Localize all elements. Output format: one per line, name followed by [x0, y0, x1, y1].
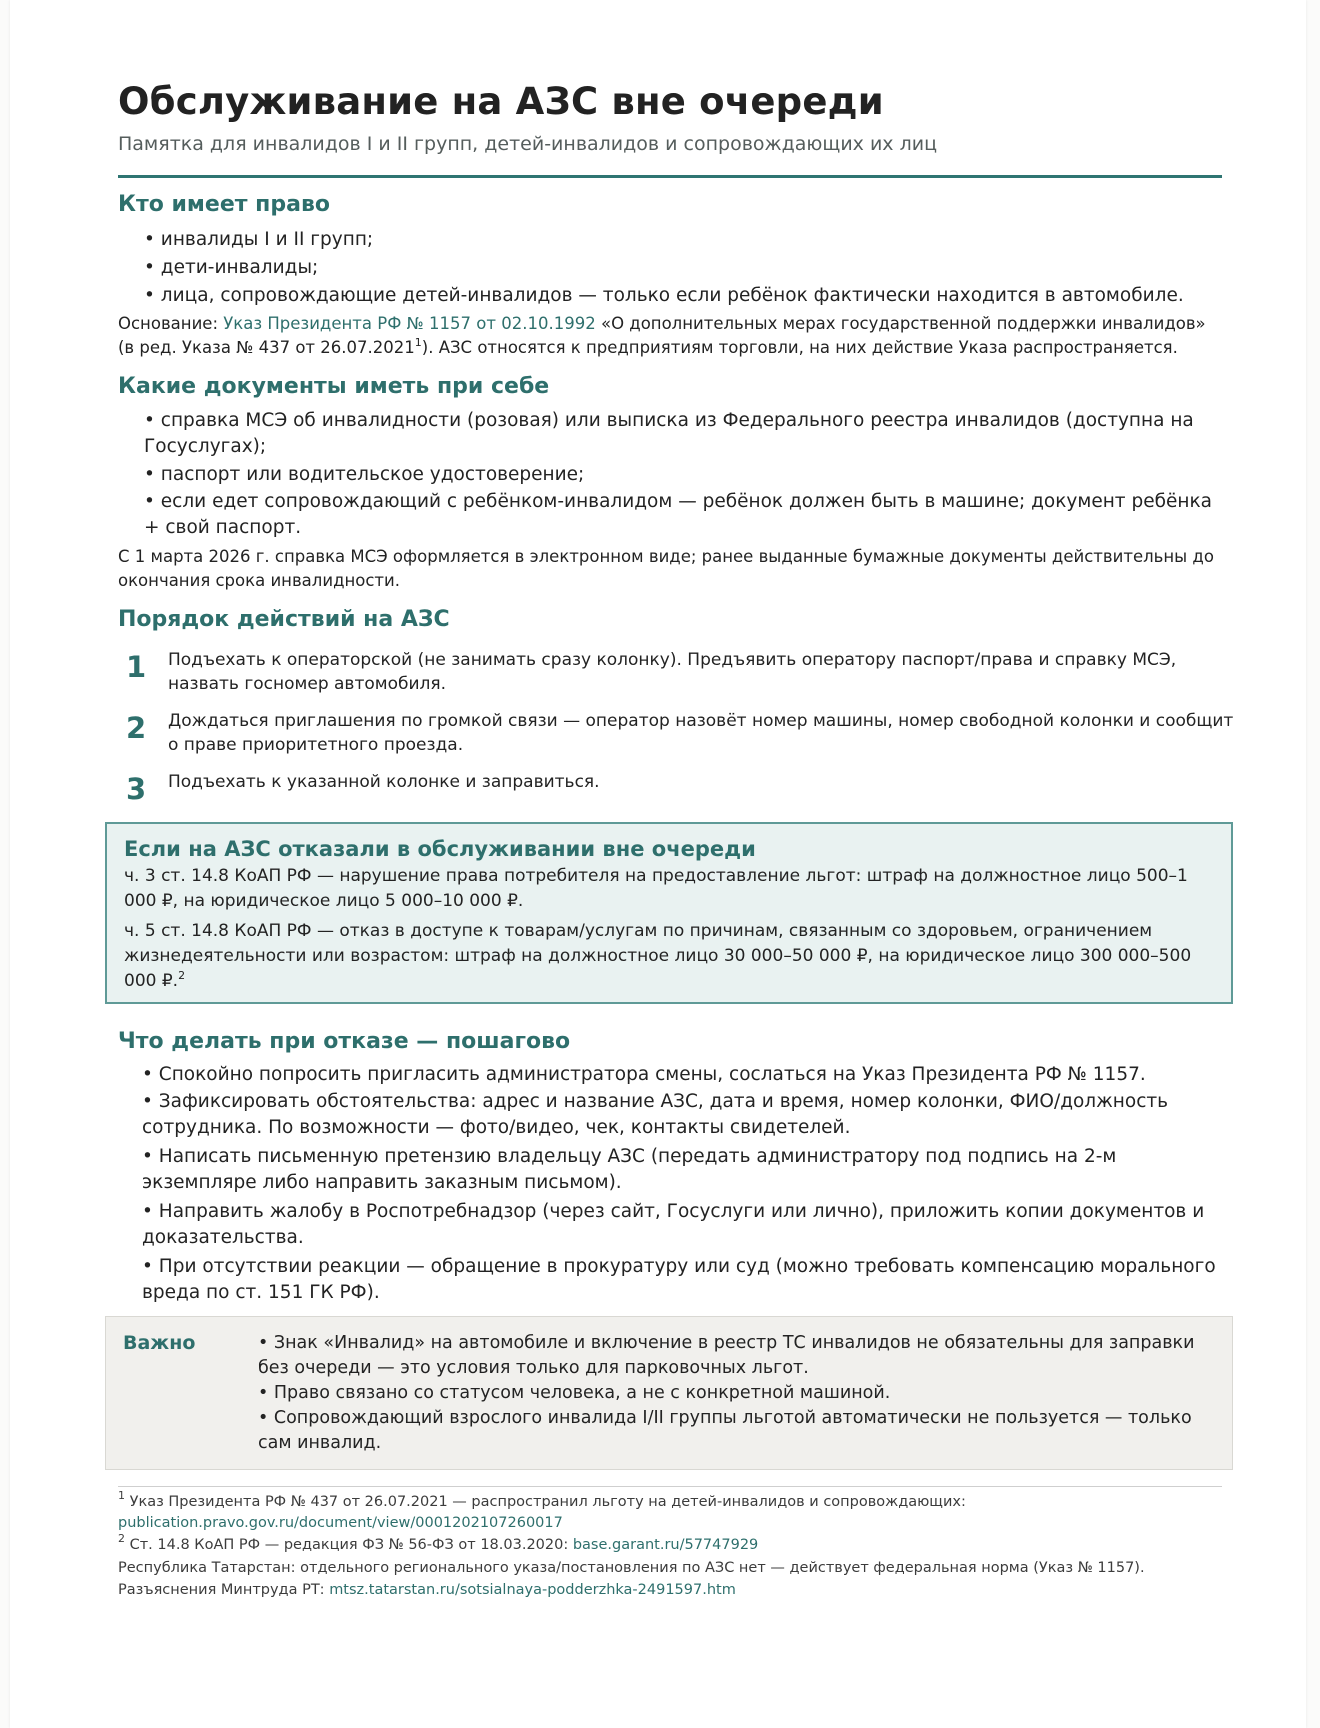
- list-item-text: • справка МСЭ об инвалидности (розовая) или выписка из Федерального реестра инвалидов (доступна на Госуслугах);: [144, 410, 1194, 457]
- footnote-2: [118, 1532, 1228, 1556]
- footnote-link[interactable]: mtsz.tatarstan.ru/sotsialnaya-podderzhka-2491597.htm: [329, 1582, 736, 1598]
- list-item: • инвалиды I и II групп;: [144, 229, 374, 250]
- list-item: [142, 1144, 1222, 1196]
- important-heading: Важно: [123, 1332, 196, 1354]
- footnote-4: [118, 1580, 1228, 1601]
- list-item: [142, 1089, 1222, 1141]
- list-item: • паспорт или водительское удостоверение;: [144, 464, 585, 485]
- footnote-link[interactable]: publication.pravo.gov.ru/document/view/0001202107260017: [118, 1515, 563, 1531]
- basis-line-1: [118, 312, 1228, 336]
- list-item: • Спокойно попросить пригласить администратора смены, сослаться на Указ Президента РФ № 1157.: [142, 1064, 1146, 1085]
- footnote-text: Ст. 14.8 КоАП РФ — редакция ФЗ № 56-ФЗ от 18.03.2020:: [129, 1537, 569, 1553]
- refusal-fines-box: [105, 822, 1233, 1004]
- list-item-text: • если едет сопровождающий с ребёнком-инвалидом — ребёнок должен быть в машине; документ ребёнка + свой паспорт.: [144, 491, 1212, 538]
- important-item: • Знак «Инвалид» на автомобиле и включение в реестр ТС инвалидов не обязательны для заправки без очереди — это условия только для парковочных льгот.: [258, 1333, 1195, 1378]
- list-item: [142, 1254, 1222, 1306]
- footnote-1: [118, 1489, 1228, 1513]
- list-item-text: • При отсутствии реакции — обращение в прокуратуру или суд (можно требовать компенсацию морального вреда по ст. 151 ГК РФ).: [142, 1256, 1216, 1303]
- footnote-marker: 1: [118, 1489, 125, 1502]
- mse-note-line-1: С 1 марта 2026 г. справка МСЭ оформляется в электронном виде; ранее выданные бумажные документы действительны до: [118, 547, 1214, 566]
- section-heading-who: Кто имеет право: [118, 192, 330, 217]
- important-box: [105, 1316, 1233, 1470]
- basis-label: Основание:: [118, 314, 218, 333]
- basis-text: ). АЗС относятся к предприятиям торговли, на них действие Указа распространяется.: [421, 338, 1178, 357]
- list-item-text: • Зафиксировать обстоятельства: адрес и название АЗС, дата и время, номер колонки, ФИО/должность сотрудника. По возможности — фото/видео, чек, контакты свидетелей.: [142, 1091, 1169, 1138]
- basis-rest: «О дополнительных мерах государственной поддержки инвалидов»: [600, 314, 1206, 333]
- step-text: Подъехать к операторской (не занимать сразу колонку). Предъявить оператору паспорт/права и справку МСЭ, назвать госномер автомобиля.: [168, 650, 1177, 694]
- section-heading-documents: Какие документы иметь при себе: [118, 374, 550, 399]
- footnote-3: Республика Татарстан: отдельного регионального указа/постановления по АЗС нет — действует федеральная норма (Указ № 1157).: [118, 1560, 1145, 1576]
- fine-paragraph-2: [124, 919, 1220, 994]
- document-page: [10, 0, 1306, 1728]
- page-title: Обслуживание на АЗС вне очереди: [118, 80, 884, 123]
- fine-paragraph-text: ч. 5 ст. 14.8 КоАП РФ — отказ в доступе к товарам/услугам по причинам, связанным со здоровьем, ограничением жизнедеятельности или возрастом: штраф на должностное лицо 30 000–50 000 ₽, на юридическое лицо 300 000–500 000 ₽.: [124, 921, 1192, 991]
- footnote-text: Разъяснения Минтруда РТ:: [118, 1582, 325, 1598]
- page-subtitle: Памятка для инвалидов I и II групп, детей-инвалидов и сопровождающих их лиц: [118, 133, 938, 155]
- list-item: [142, 1199, 1222, 1251]
- list-item: • лица, сопровождающие детей-инвалидов — только если ребёнок фактически находится в автомобиле.: [144, 285, 1184, 306]
- footnote-ref[interactable]: 2: [178, 969, 186, 982]
- mse-note-line-2: окончания срока инвалидности.: [118, 571, 401, 590]
- list-item: • дети-инвалиды;: [144, 257, 319, 278]
- step-number: 2: [126, 711, 147, 745]
- footnote-text: Указ Президента РФ № 437 от 26.07.2021 — распространил льготу на детей-инвалидов и сопровождающих:: [129, 1494, 966, 1510]
- footnote-link[interactable]: base.garant.ru/57747929: [572, 1537, 759, 1553]
- step-text: Подъехать к указанной колонке и заправиться.: [168, 772, 600, 792]
- section-heading-steps-on-refusal: Что делать при отказе — пошагово: [118, 1029, 571, 1054]
- basis-link[interactable]: Указ Президента РФ № 1157 от 02.10.1992: [223, 314, 596, 333]
- basis-line-2: [118, 336, 1228, 360]
- refusal-box-heading: Если на АЗС отказали в обслуживании вне очереди: [124, 837, 756, 861]
- list-item-text: • Написать письменную претензию владельцу АЗС (передать администратору под подпись на 2-м экземпляре либо направить заказным письмом).: [142, 1146, 1117, 1193]
- footnote-1-link-line: [118, 1513, 1228, 1534]
- list-item: [144, 489, 1224, 541]
- footnote-marker: 2: [118, 1532, 125, 1545]
- footnote-ref[interactable]: 1: [414, 336, 422, 349]
- list-item: [144, 408, 1224, 460]
- important-item: • Сопровождающий взрослого инвалида I/II группы льготой автоматически не пользуется — только сам инвалид.: [258, 1408, 1192, 1453]
- step-number: 1: [126, 650, 147, 684]
- footnotes-divider: [118, 1486, 1222, 1487]
- list-item-text: • Направить жалобу в Роспотребнадзор (через сайт, Госуслуги или лично), приложить копии документов и доказательства.: [142, 1201, 1205, 1248]
- section-heading-procedure: Порядок действий на АЗС: [118, 607, 450, 632]
- step-number: 3: [126, 772, 147, 806]
- title-divider: [118, 175, 1222, 178]
- step-text: Дождаться приглашения по громкой связи — оператор назовёт номер машины, номер свободной колонки и сообщит о праве приоритетного проезда.: [168, 711, 1234, 755]
- important-item: • Право связано со статусом человека, а не с конкретной машиной.: [258, 1383, 891, 1403]
- fine-paragraph-1: ч. 3 ст. 14.8 КоАП РФ — нарушение права потребителя на предоставление льгот: штраф на должностное лицо 500–1 000 ₽, на юридическое лицо 5 000–10 000 ₽.: [124, 866, 1188, 911]
- basis-text: (в ред. Указа № 437 от 26.07.2021: [118, 338, 415, 357]
